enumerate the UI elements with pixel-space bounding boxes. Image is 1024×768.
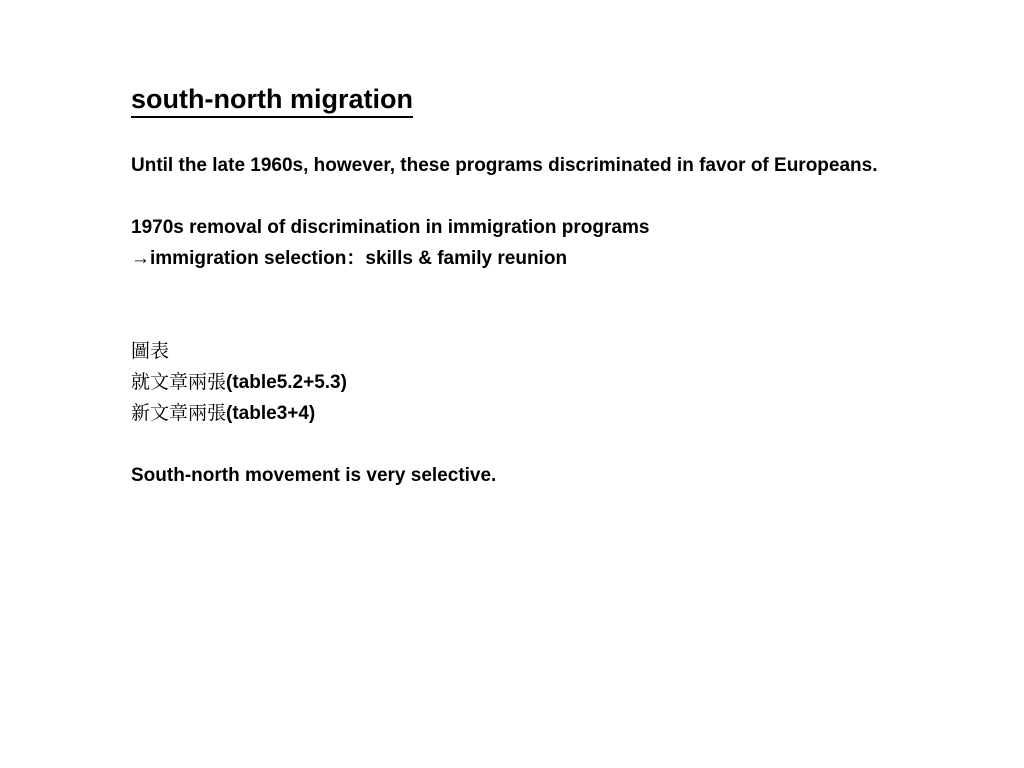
old-article-ref: (table5.2+5.3) [226,372,347,393]
spacer [131,274,901,336]
charts-heading [131,336,901,367]
new-article-label: 新文章兩張 [131,402,227,424]
spacer [131,181,901,212]
new-article-ref: (table3+4) [226,403,316,424]
para-immigration-selection: →immigration selection：skills & family reunion [131,248,568,269]
old-article-tables [131,367,901,398]
slide-body [131,150,901,491]
conclusion: South-north movement is very selective. [131,465,497,486]
para-1970s-removal: 1970s removal of discrimination in immigration programs [131,217,650,238]
new-article-tables [131,398,901,429]
slide-title: south-north migration [131,82,413,118]
charts-heading-text: 圖表 [131,340,170,362]
old-article-label: 就文章兩張 [131,371,227,393]
spacer [131,429,901,460]
para-discrimination-history: Until the late 1960s, however, these programs discriminated in favor of Europeans. [131,155,878,176]
